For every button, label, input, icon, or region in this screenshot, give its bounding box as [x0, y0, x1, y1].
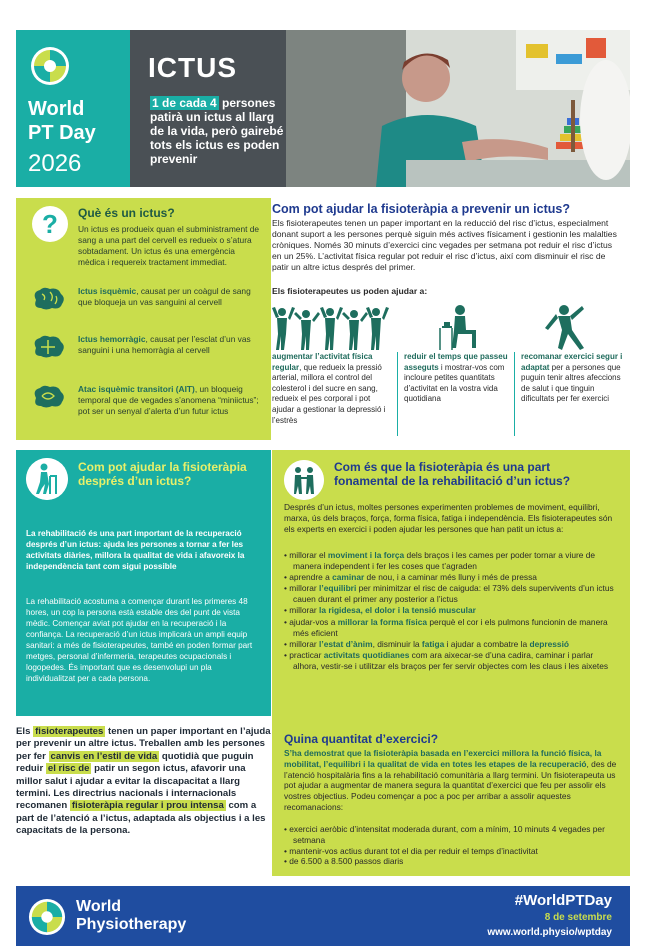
world-physiotherapy-logo-icon — [28, 898, 66, 936]
event-date: 8 de setembre — [544, 912, 612, 923]
logo-line-2: PT Day — [28, 122, 96, 144]
group-exercise-icon — [272, 307, 389, 350]
walker-icon — [26, 458, 68, 500]
prevent-col-exercise: recomanar exercici segur i adaptat per a persones que puguin tenir altres afeccions de salut i que tinguin dificultats per fer exercici — [521, 352, 623, 404]
world-pt-day-logo — [16, 30, 130, 187]
tia-item: Atac isquèmic transitori (AIT), un bloqueig temporal que de vegades s’anomena “miniictus”; pot ser un senyal d’alerta d’un futur ictus — [78, 384, 259, 416]
stat-text: persones patirà un ictus al llarg de la vida, però gairebé tots els ictus es poden prevenir — [150, 96, 284, 166]
what-is-intro: Un ictus es produeix quan el subministrament de sang a una part del cervell es redueix o s’atura sobtadament. Un ictus és una emergència mèdica i requereix tractament immediat. — [78, 224, 260, 267]
logo-mark-icon — [30, 46, 70, 86]
header-photo — [286, 30, 630, 187]
activity-icons — [272, 302, 630, 350]
ischemic-item: Ictus isquèmic, causat per un coàgul de sang que bloqueja un vas sanguini al cervell — [78, 286, 251, 307]
page — [16, 30, 630, 938]
brain-bleed-icon — [30, 334, 66, 360]
header — [16, 30, 630, 187]
divider — [514, 352, 515, 436]
exercise-amount-heading: Quina quantitat d’exercici? — [284, 732, 439, 746]
rehab-list — [284, 550, 620, 672]
list-item: • ajudar-vos a millorar la forma física perquè el cor i els pulmons funcionin de manera més eficient — [284, 616, 608, 638]
footer-org-name: World Physiotherapy — [76, 898, 187, 933]
therapy-photo-illustration — [286, 30, 630, 187]
rehab-heading: Com és que la fisioteràpia és una part fonamental de la rehabilitació d’un ictus? — [334, 460, 571, 488]
what-is-heading: Què és un ictus? — [78, 206, 175, 220]
page-title: ICTUS — [148, 52, 237, 83]
question-icon: ? — [32, 206, 68, 242]
stretching-icon — [545, 305, 584, 350]
list-item: • exercici aeròbic d’intensitat moderada durant, com a mínim, 10 minuts 4 vegades per setmana — [284, 824, 605, 845]
list-item: • de 6.500 a 8.500 passos diaris — [284, 856, 404, 867]
brain-tia-icon — [30, 384, 66, 410]
list-item: • mantenir-vos actius durant tot el dia per reduir el temps d’inactivitat — [284, 845, 538, 856]
list-item: • practicar activitats quotidianes com ara aixecar-se d’una cadira, caminar i parlar alhora, vestir-se i utilitzar els braços per fer servir objectes com les claus i les aixetes — [284, 650, 609, 671]
sitting-desk-icon — [440, 305, 476, 350]
promo-text: Els fisioterapeutes tenen un paper important en l’ajuda per prevenir un altre ictus. Treballen amb les persones per fer canvis en l’estil de vida quotidià que puguin reduir el risc de patir un segon ictus, afavorir una millor salut i ajudar a evitar la discapacitat a llarg termini. Les directrius nacionals i internacionals recomanen fisioteràpia regular i prou intensa com a part de l’atenció a l’ictus, adaptada als objectius i a les capacitats de la persona. — [16, 726, 271, 837]
footer — [16, 886, 630, 946]
exercise-amount-text: S’ha demostrat que la fisioteràpia basada en l’exercici millora la funció física, la mobilitat, l’equilibri i la qualitat de vida en totes les etapes de la recuperació, des de l’atenció hospitalària fins a la rehabilitació comunitària a llarg termini. Un fisioterapeuta us pot ajudar a augmentar de manera segura la quantitat d’exercici que feu per assolir els vostres objectius. Podeu començar a poc a poc per arribar a assolir aquestes recomanacions: — [284, 748, 617, 812]
header-title-panel — [130, 30, 286, 187]
rehab-section — [272, 450, 630, 876]
prevent-heading: Com pot ajudar la fisioteràpia a prevenir un ictus? — [272, 202, 570, 216]
exercise-list — [284, 824, 620, 867]
hemorrhagic-item: Ictus hemorràgic, causat per l’esclat d’un vas sanguini i una hemorràgia al cervell — [78, 334, 251, 355]
footer-url[interactable]: www.world.physio/wptday — [487, 927, 612, 938]
list-item: • millorar l’estat d’ànim, disminuir la fatiga i ajudar a combatre la depressió — [284, 638, 570, 649]
list-item: • millorar el moviment i la força dels braços i les cames per poder tornar a viure de manera independent i fer les coses que t’agraden — [284, 550, 596, 571]
brain-blocked-icon — [30, 286, 66, 312]
after-text: La rehabilitació acostuma a començar durant les primeres 48 hores, un cop la persona està estable des del punt de vista mèdic. Començar aviat pot ajudar en la recuperació i la confiança. La recuperació d’un ictus implicarà un ampli equip sanitari: a més de fisioterapeutes, també en poden formar part metges, personal d’infermeria, terapeutes ocupacionals i logopedes. És important que es desenvolupi un pla individualitzat per a cada persona. — [26, 597, 253, 683]
prevent-subheading: Els fisioterapeutes us poden ajudar a: — [272, 286, 428, 296]
logo-year: 2026 — [28, 150, 82, 177]
list-item: • aprendre a caminar de nou, i a caminar més lluny i més de pressa — [284, 572, 537, 583]
divider — [397, 352, 398, 436]
prevent-col-activity: augmentar l’activitat física regular, que redueix la pressió arterial, millora el control del colesterol i del sucre en sang, redueix el pes corporal i pot ajudar a gestionar la depressió i l’estrès — [272, 352, 386, 425]
stat-highlight: 1 de cada 4 — [152, 96, 217, 110]
after-heading: Com pot ajudar la fisioteràpia després d’un ictus? — [78, 460, 247, 488]
rehab-text: Després d’un ictus, moltes persones experimenten problemes de moviment, equilibri, marxa, ús dels braços, força, forma física, fatiga i independència. Els fisioterapeutes són els experts en exercici i poden ajudar les persones que han patit un ictus a: — [284, 502, 613, 534]
prevent-text: Els fisioterapeutes tenen un paper important en la reducció del risc d’ictus, especialment donant suport a les persones perquè siguin més actives físicament i gestionin les malalties cròniques. Només 30 minuts d’exercici cinc vegades per setmana pot reduir el risc d’ictus en un 25%. L’activitat física regular pot reduir el risc d’ictus, així com disminuir el risc de patir un altre ictus després del primer. — [272, 218, 617, 272]
what-is-stroke-section — [16, 198, 271, 440]
therapist-patient-icon — [284, 460, 324, 500]
after-stroke-section — [16, 450, 271, 716]
header-stat — [150, 96, 290, 166]
prevent-columns — [272, 352, 630, 440]
after-bold-text: La rehabilitació és una part important de la recuperació després d’un ictus: ajuda les persones a tornar a fer les activitats diàries, millora la qualitat de vida i afavoreix la independència tant com sigui possible — [26, 529, 245, 571]
prevent-col-sitting: reduir el temps que passeu asseguts i mostrar-vos com incloure petites quantitats d’activitat en la vostra vida quotidiana — [404, 352, 508, 404]
logo-line-1: World — [28, 98, 85, 120]
list-item: • millorar l’equilibri per minimitzar el risc de caiguda: el 73% dels supervivents d’un ictus cauen durant el primer any posterior a l’ictus — [284, 583, 614, 605]
list-item: • millorar la rigidesa, el dolor i la tensió muscular — [284, 605, 476, 616]
prevent-section — [272, 198, 630, 440]
hashtag: #WorldPTDay — [514, 892, 612, 909]
